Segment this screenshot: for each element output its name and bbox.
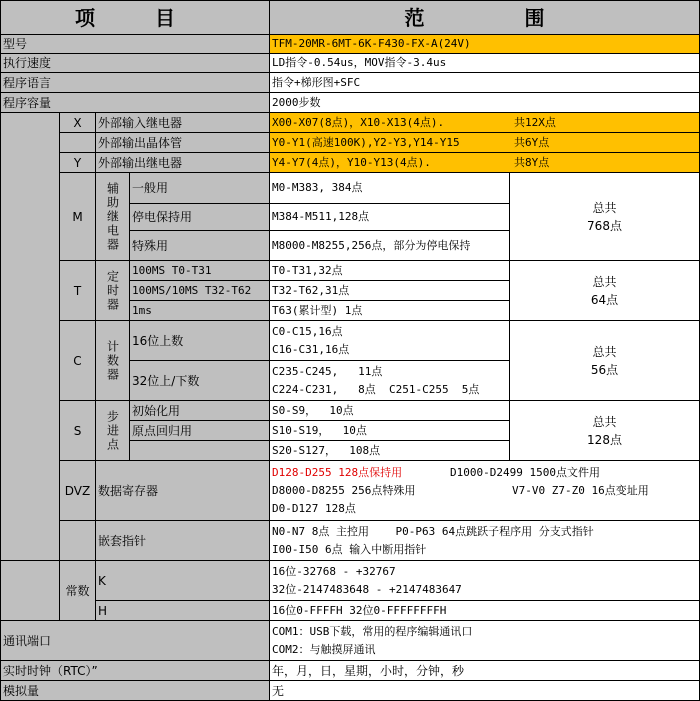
nest-line-1: N0-N7 8点 主控用 P0-P63 64点跳跃子程序用 分支式指针 [272, 524, 594, 538]
name-yt: 外部输出晶体管 [96, 133, 270, 153]
value-rtc: 年，月，日，星期，小时，分钟，秒 [270, 661, 700, 681]
dvz-line-2a: D8000-D8255 256点特殊用 [272, 483, 416, 497]
code-m: M [60, 173, 96, 261]
group-m-label: 辅助继电器 [105, 181, 120, 252]
value-comm [270, 621, 700, 661]
value-x-total: 共12X点 [514, 115, 556, 129]
const-k-1: 16位-32768 - +32767 [272, 564, 396, 578]
code-x: X [60, 113, 96, 133]
group-s [96, 401, 130, 461]
label-language: 程序语言 [0, 73, 270, 93]
value-language: 指令+梯形图+SFC [270, 73, 700, 93]
value-dvz [270, 461, 700, 521]
value-x-range: X00-X07(8点)，X10-X13(4点). [272, 115, 445, 129]
c-value-1 [270, 321, 510, 361]
dvz-line-2 [272, 482, 649, 500]
m-name-1: 一般用 [130, 173, 270, 204]
value-analog: 无 [270, 681, 700, 701]
c-value-1b: C16-C31,16点 [272, 342, 350, 356]
label-model: 型号 [0, 35, 270, 54]
label-speed: 执行速度 [0, 54, 270, 73]
s-value-3: S20-S127， 108点 [270, 441, 510, 461]
label-rtc: 实时时钟（RTC）” [0, 661, 270, 681]
group-t-label: 定时器 [105, 269, 120, 312]
t-name-2: 100MS/10MS T32-T62 [130, 281, 270, 301]
code-dvz: DVZ [60, 461, 96, 521]
name-y: 外部输出继电器 [96, 153, 270, 173]
label-analog: 模拟量 [0, 681, 270, 701]
t-total-1: 总共 [592, 274, 617, 289]
dvz-line-3: D0-D127 128点 [272, 501, 356, 515]
t-name-3: 1ms [130, 301, 270, 321]
const-k-value [270, 561, 700, 601]
value-y-range: Y4-Y7(4点)，Y10-Y13(4点). [272, 155, 431, 169]
dvz-line-1-red: D128-D255 128点保持用 [272, 465, 403, 479]
m-value-1: M0-M383, 384点 [270, 173, 510, 204]
group-t [96, 261, 130, 321]
m-value-3: M8000-M8255,256点，部分为停电保持 [270, 231, 510, 261]
t-value-3: T63(累计型) 1点 [270, 301, 510, 321]
value-model: TFM-20MR-6MT-6K-F430-FX-A(24V) [270, 35, 700, 54]
t-total [510, 261, 700, 321]
code-t: T [60, 261, 96, 321]
c-value-2a: C235-C245, 11点 [272, 364, 383, 378]
dvz-line-1-rest: D1000-D2499 1500点文件用 [450, 465, 600, 479]
s-name-3 [130, 441, 270, 461]
group-m [96, 173, 130, 261]
code-y: Y [60, 153, 96, 173]
m-total-1: 总共 [592, 200, 617, 215]
c-total-2: 56点 [590, 362, 619, 377]
code-s: S [60, 401, 96, 461]
dvz-line-2b: V7-V0 Z7-Z0 16点变址用 [512, 483, 649, 497]
c-name-2: 32位上/下数 [130, 361, 270, 401]
c-total-1: 总共 [592, 344, 617, 359]
nest-line-2: I00-I50 6点 输入中断用指针 [272, 542, 427, 556]
group-c [96, 321, 130, 401]
name-nest: 嵌套指针 [96, 521, 270, 561]
s-total [510, 401, 700, 461]
label-comm: 通讯端口 [0, 621, 270, 661]
header-range: 范 围 [270, 0, 700, 35]
t-total-2: 64点 [590, 292, 619, 307]
m-total [510, 173, 700, 261]
s-value-1: S0-S9， 10点 [270, 401, 510, 421]
t-value-2: T32-T62,31点 [270, 281, 510, 301]
s-name-1: 初始化用 [130, 401, 270, 421]
const-h: H [96, 601, 270, 621]
m-name-3: 特殊用 [130, 231, 270, 261]
value-speed: LD指令-0.54us，MOV指令-3.4us [270, 54, 700, 73]
const-h-value: 16位0-FFFFH 32位0-FFFFFFFFH [270, 601, 700, 621]
c-value-2 [270, 361, 510, 401]
group-c-label: 计数器 [105, 339, 120, 382]
dvz-line-1 [272, 464, 600, 482]
name-dvz: 数据寄存器 [96, 461, 270, 521]
t-name-1: 100MS T0-T31 [130, 261, 270, 281]
header-item: 项 目 [0, 0, 270, 35]
m-value-2: M384-M511,128点 [270, 204, 510, 231]
s-name-2: 原点回归用 [130, 421, 270, 441]
group-s-label: 步进点 [105, 409, 120, 452]
value-nest [270, 521, 700, 561]
c-name-1: 16位上数 [130, 321, 270, 361]
comm-line-1: COM1：USB下载，常用的程序编辑通讯口 [272, 624, 473, 638]
device-group-gray [0, 113, 60, 561]
const-k-2: 32位-2147483648 - +2147483647 [272, 582, 462, 596]
value-x [270, 113, 700, 133]
t-value-1: T0-T31,32点 [270, 261, 510, 281]
s-total-1: 总共 [592, 414, 617, 429]
comm-line-2: COM2：与触摸屏通讯 [272, 642, 376, 656]
value-yt-range: Y0-Y1(高速100K),Y2-Y3,Y14-Y15 [272, 135, 460, 149]
name-x: 外部输入继电器 [96, 113, 270, 133]
c-value-1a: C0-C15,16点 [272, 324, 343, 338]
m-total-2: 768点 [587, 218, 622, 233]
value-yt-total: 共6Y点 [514, 135, 550, 149]
value-y [270, 153, 700, 173]
c-total [510, 321, 700, 401]
value-y-total: 共8Y点 [514, 155, 550, 169]
code-yt [60, 133, 96, 153]
const-gray [0, 561, 60, 621]
code-nest [60, 521, 96, 561]
m-name-2: 停电保持用 [130, 204, 270, 231]
const-label: 常数 [60, 561, 96, 621]
s-total-2: 128点 [587, 432, 622, 447]
const-k: K [96, 561, 270, 601]
label-capacity: 程序容量 [0, 93, 270, 113]
value-yt [270, 133, 700, 153]
c-value-2b: C224-C231, 8点 C251-C255 5点 [272, 382, 480, 396]
value-capacity: 2000步数 [270, 93, 700, 113]
s-value-2: S10-S19， 10点 [270, 421, 510, 441]
code-c: C [60, 321, 96, 401]
